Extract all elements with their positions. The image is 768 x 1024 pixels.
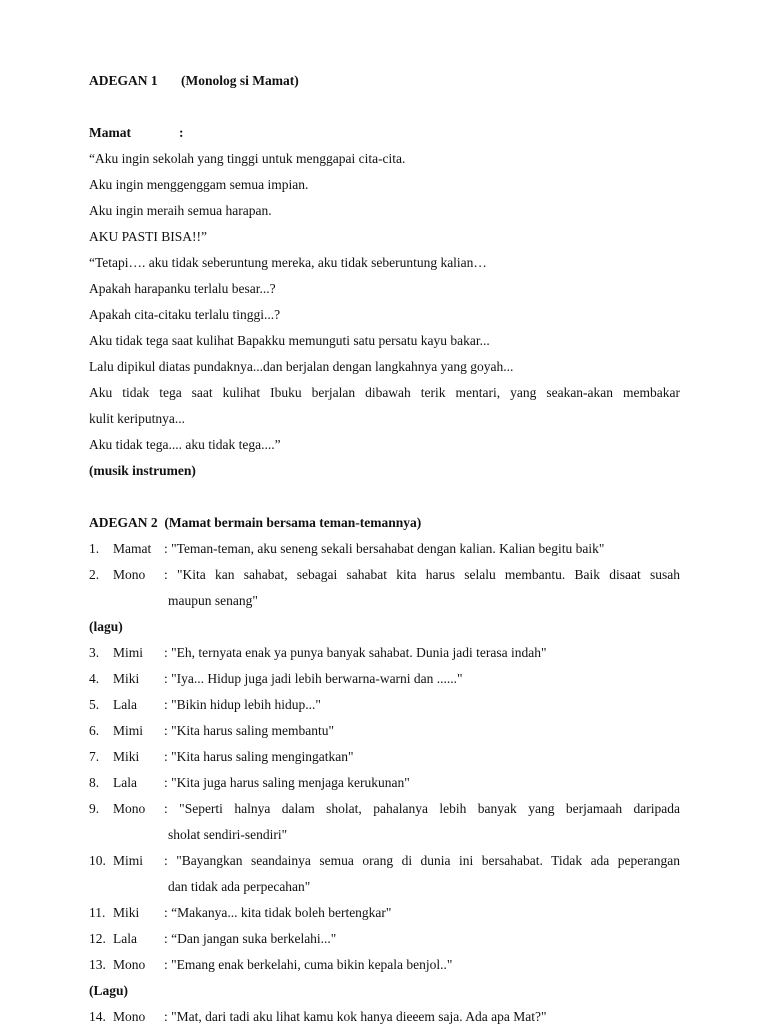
- dialogue-item: [89, 848, 680, 900]
- item-number: 12.: [89, 931, 106, 946]
- scene2-subtitle: (Mamat bermain bersama teman-temannya): [164, 515, 422, 530]
- item-text-line: : "Eh, ternyata enak ya punya banyak sahabat. Dunia jadi terasa indah": [164, 645, 547, 660]
- item-speaker: Mamat: [113, 541, 152, 556]
- scene2-heading: [89, 510, 680, 536]
- item-number: 10.: [89, 853, 106, 868]
- item-number: 8.: [89, 775, 100, 790]
- item-speaker: Mono: [113, 567, 146, 582]
- item-text: [164, 770, 680, 796]
- monologue-line: “Aku ingin sekolah yang tinggi untuk menggapai cita-cita.: [89, 151, 406, 166]
- item-text: [164, 536, 680, 562]
- monologue-line: Aku tidak tega saat kulihat Ibuku berjalan dibawah terik mentari, yang seakan-akan membakar: [89, 385, 680, 400]
- item-text: [164, 1004, 680, 1024]
- dialogue-list: [89, 536, 680, 1024]
- monologue-line: Aku ingin menggenggam semua impian.: [89, 177, 309, 192]
- item-text-line: : "Bikin hidup lebih hidup...": [164, 697, 321, 712]
- spacer: [89, 94, 680, 120]
- item-text-line: : "Iya... Hidup juga jadi lebih berwarna-warni dan ......": [164, 671, 463, 686]
- item-text: [164, 744, 680, 770]
- dialogue-item: [89, 952, 680, 978]
- dialogue-item: [89, 666, 680, 692]
- item-text-line: : "Bayangkan seandainya semua orang di dunia ini bersahabat. Tidak ada peperangan: [164, 853, 680, 868]
- item-text-line: : "Mat, dari tadi aku lihat kamu kok hanya dieeem saja. Ada apa Mat?": [164, 1009, 547, 1024]
- item-text-line: : "Emang enak berkelahi, cuma bikin kepala benjol..": [164, 957, 453, 972]
- item-text-line: : "Kita harus saling mengingatkan": [164, 749, 354, 764]
- item-speaker: Mimi: [113, 723, 144, 738]
- item-number: 6.: [89, 723, 100, 738]
- item-number: 14.: [89, 1009, 106, 1024]
- item-text-line: : "Kita kan sahabat, sebagai sahabat kita harus selalu membantu. Baik disaat susah: [164, 567, 680, 582]
- dialogue-item: [89, 640, 680, 666]
- scene2-title: ADEGAN 2: [89, 515, 158, 530]
- item-text: [164, 926, 680, 952]
- scene1-subtitle: (Monolog si Mamat): [181, 73, 299, 88]
- dialogue-item: [89, 692, 680, 718]
- monologue-line: “Tetapi…. aku tidak seberuntung mereka, aku tidak seberuntung kalian…: [89, 255, 487, 270]
- item-number: 1.: [89, 541, 100, 556]
- item-speaker: Lala: [113, 697, 137, 712]
- item-text: [164, 900, 680, 926]
- dialogue-item: [89, 796, 680, 848]
- speaker-name: Mamat: [89, 125, 131, 140]
- dialogue-item: [89, 770, 680, 796]
- item-speaker: Lala: [113, 931, 137, 946]
- item-speaker: Mono: [113, 1009, 146, 1024]
- item-speaker: Miki: [113, 671, 140, 686]
- dialogue-item: [89, 926, 680, 952]
- dialogue-item: [89, 1004, 680, 1024]
- dialogue-item: [89, 536, 680, 562]
- item-text-line: : “Dan jangan suka berkelahi...": [164, 931, 337, 946]
- item-text-line: : “Makanya... kita tidak boleh bertengkar": [164, 905, 392, 920]
- item-speaker: Mimi: [113, 645, 144, 660]
- item-number: 3.: [89, 645, 100, 660]
- item-text-line: : "Teman-teman, aku seneng sekali bersahabat dengan kalian. Kalian begitu baik": [164, 541, 605, 556]
- item-text: [164, 796, 680, 848]
- item-number: 9.: [89, 801, 100, 816]
- monologue-line: AKU PASTI BISA!!”: [89, 229, 208, 244]
- speaker-colon: :: [179, 125, 184, 140]
- item-text: [164, 718, 680, 744]
- item-number: 4.: [89, 671, 100, 686]
- item-text-line: : "Seperti halnya dalam sholat, pahalanya lebih banyak yang berjamaah daripada: [164, 801, 680, 816]
- item-number: 13.: [89, 957, 106, 972]
- item-speaker: Lala: [113, 775, 137, 790]
- monologue-line: Apakah harapanku terlalu besar...?: [89, 281, 276, 296]
- scene1-title: ADEGAN 1: [89, 73, 158, 88]
- dialogue-item: [89, 900, 680, 926]
- spacer: [89, 484, 680, 510]
- monologue-line: kulit keriputnya...: [89, 411, 185, 426]
- item-number: 7.: [89, 749, 100, 764]
- stage-direction: (lagu): [89, 619, 123, 634]
- item-text-line: : "Kita juga harus saling menjaga kerukunan": [164, 775, 410, 790]
- item-text: [164, 666, 680, 692]
- item-number: 11.: [89, 905, 106, 920]
- scene1-speaker-row: [89, 120, 680, 146]
- item-number: 2.: [89, 567, 100, 582]
- item-speaker: Miki: [113, 749, 140, 764]
- item-speaker: Miki: [113, 905, 140, 920]
- item-speaker: Mono: [113, 801, 146, 816]
- item-text-line: maupun senang": [168, 593, 258, 608]
- monologue-line: Apakah cita-citaku terlalu tinggi...?: [89, 307, 281, 322]
- monologue: [89, 146, 680, 458]
- monologue-line: Aku tidak tega saat kulihat Bapakku memunguti satu persatu kayu bakar...: [89, 333, 490, 348]
- item-text-line: : "Kita harus saling membantu": [164, 723, 334, 738]
- item-text: [164, 562, 680, 614]
- item-text: [164, 952, 680, 978]
- item-speaker: Mimi: [113, 853, 144, 868]
- stage-direction: (Lagu): [89, 983, 129, 998]
- script-content: [89, 68, 680, 1024]
- dialogue-item: [89, 562, 680, 614]
- item-text: [164, 692, 680, 718]
- monologue-line: Aku tidak tega.... aku tidak tega....”: [89, 437, 281, 452]
- monologue-line: Lalu dipikul diatas pundaknya...dan berjalan dengan langkahnya yang goyah...: [89, 359, 514, 374]
- item-text-line: dan tidak ada perpecahan": [168, 879, 311, 894]
- item-text-line: sholat sendiri-sendiri": [168, 827, 288, 842]
- item-text: [164, 848, 680, 900]
- item-text: [164, 640, 680, 666]
- dialogue-item: [89, 744, 680, 770]
- stage-direction: (musik instrumen): [89, 463, 196, 478]
- scene1-heading: [89, 68, 680, 94]
- item-speaker: Mono: [113, 957, 146, 972]
- monologue-line: Aku ingin meraih semua harapan.: [89, 203, 272, 218]
- item-number: 5.: [89, 697, 100, 712]
- dialogue-item: [89, 718, 680, 744]
